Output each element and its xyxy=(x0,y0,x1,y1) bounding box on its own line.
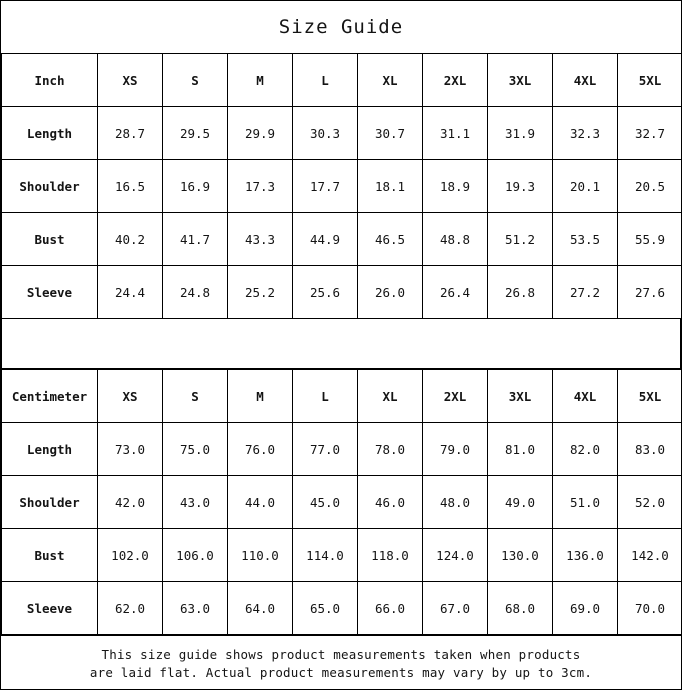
cell-value: 114.0 xyxy=(293,529,358,582)
size-header-3xl: 3XL xyxy=(488,370,553,423)
cell-value: 77.0 xyxy=(293,423,358,476)
unit-label: Inch xyxy=(2,54,98,107)
row-label-sleeve: Sleeve xyxy=(2,266,98,319)
cell-value: 30.3 xyxy=(293,107,358,160)
cell-value: 130.0 xyxy=(488,529,553,582)
size-header-m: M xyxy=(228,370,293,423)
cell-value: 81.0 xyxy=(488,423,553,476)
size-header-3xl: 3XL xyxy=(488,54,553,107)
page-title: Size Guide xyxy=(1,1,681,53)
cell-value: 110.0 xyxy=(228,529,293,582)
row-label-bust: Bust xyxy=(2,213,98,266)
size-header-xl: XL xyxy=(358,54,423,107)
cell-value: 51.2 xyxy=(488,213,553,266)
size-header-2xl: 2XL xyxy=(423,370,488,423)
cell-value: 26.8 xyxy=(488,266,553,319)
cell-value: 142.0 xyxy=(618,529,682,582)
table-row xyxy=(2,107,682,160)
cell-value: 46.0 xyxy=(358,476,423,529)
size-header-xs: XS xyxy=(98,370,163,423)
table-row xyxy=(2,213,682,266)
cell-value: 76.0 xyxy=(228,423,293,476)
cell-value: 70.0 xyxy=(618,582,682,635)
cell-value: 40.2 xyxy=(98,213,163,266)
cell-value: 18.9 xyxy=(423,160,488,213)
size-header-5xl: 5XL xyxy=(618,370,682,423)
table-row xyxy=(2,160,682,213)
cell-value: 51.0 xyxy=(553,476,618,529)
cell-value: 18.1 xyxy=(358,160,423,213)
cell-value: 16.5 xyxy=(98,160,163,213)
cell-value: 44.9 xyxy=(293,213,358,266)
cell-value: 52.0 xyxy=(618,476,682,529)
row-label-shoulder: Shoulder xyxy=(2,476,98,529)
cell-value: 45.0 xyxy=(293,476,358,529)
cell-value: 66.0 xyxy=(358,582,423,635)
size-header-4xl: 4XL xyxy=(553,370,618,423)
row-label-sleeve: Sleeve xyxy=(2,582,98,635)
cell-value: 43.0 xyxy=(163,476,228,529)
cell-value: 27.6 xyxy=(618,266,682,319)
cell-value: 31.1 xyxy=(423,107,488,160)
cell-value: 25.2 xyxy=(228,266,293,319)
cell-value: 63.0 xyxy=(163,582,228,635)
cell-value: 26.0 xyxy=(358,266,423,319)
cell-value: 20.5 xyxy=(618,160,682,213)
row-label-bust: Bust xyxy=(2,529,98,582)
cell-value: 19.3 xyxy=(488,160,553,213)
size-header-xs: XS xyxy=(98,54,163,107)
size-header-s: S xyxy=(163,54,228,107)
cell-value: 67.0 xyxy=(423,582,488,635)
unit-label: Centimeter xyxy=(2,370,98,423)
cell-value: 30.7 xyxy=(358,107,423,160)
table-header-row xyxy=(2,370,682,423)
size-header-4xl: 4XL xyxy=(553,54,618,107)
cell-value: 44.0 xyxy=(228,476,293,529)
cell-value: 118.0 xyxy=(358,529,423,582)
table-separator xyxy=(1,319,681,369)
size-header-5xl: 5XL xyxy=(618,54,682,107)
row-label-shoulder: Shoulder xyxy=(2,160,98,213)
cell-value: 64.0 xyxy=(228,582,293,635)
row-label-length: Length xyxy=(2,423,98,476)
cell-value: 32.3 xyxy=(553,107,618,160)
cell-value: 32.7 xyxy=(618,107,682,160)
row-label-length: Length xyxy=(2,107,98,160)
cell-value: 55.9 xyxy=(618,213,682,266)
note-line-1: This size guide shows product measurements taken when products xyxy=(102,646,581,664)
cell-value: 29.9 xyxy=(228,107,293,160)
size-header-l: L xyxy=(293,54,358,107)
cell-value: 41.7 xyxy=(163,213,228,266)
cell-value: 29.5 xyxy=(163,107,228,160)
table-row xyxy=(2,582,682,635)
cell-value: 136.0 xyxy=(553,529,618,582)
cell-value: 65.0 xyxy=(293,582,358,635)
table-header-row xyxy=(2,54,682,107)
centimeter-size-table xyxy=(1,369,682,635)
cell-value: 79.0 xyxy=(423,423,488,476)
cell-value: 69.0 xyxy=(553,582,618,635)
cell-value: 20.1 xyxy=(553,160,618,213)
cell-value: 78.0 xyxy=(358,423,423,476)
cell-value: 17.7 xyxy=(293,160,358,213)
cell-value: 46.5 xyxy=(358,213,423,266)
cell-value: 82.0 xyxy=(553,423,618,476)
cell-value: 48.0 xyxy=(423,476,488,529)
cell-value: 24.4 xyxy=(98,266,163,319)
cell-value: 68.0 xyxy=(488,582,553,635)
size-header-s: S xyxy=(163,370,228,423)
cell-value: 75.0 xyxy=(163,423,228,476)
cell-value: 53.5 xyxy=(553,213,618,266)
cell-value: 24.8 xyxy=(163,266,228,319)
cell-value: 31.9 xyxy=(488,107,553,160)
cell-value: 49.0 xyxy=(488,476,553,529)
cell-value: 17.3 xyxy=(228,160,293,213)
cell-value: 42.0 xyxy=(98,476,163,529)
centimeter-table-wrapper xyxy=(1,369,681,635)
table-row xyxy=(2,529,682,582)
size-guide-note xyxy=(1,635,681,691)
table-row xyxy=(2,476,682,529)
cell-value: 124.0 xyxy=(423,529,488,582)
cell-value: 27.2 xyxy=(553,266,618,319)
inch-size-table xyxy=(1,53,682,319)
cell-value: 102.0 xyxy=(98,529,163,582)
size-header-l: L xyxy=(293,370,358,423)
inch-table-wrapper xyxy=(1,53,681,319)
size-header-2xl: 2XL xyxy=(423,54,488,107)
cell-value: 25.6 xyxy=(293,266,358,319)
cell-value: 83.0 xyxy=(618,423,682,476)
table-row xyxy=(2,423,682,476)
cell-value: 106.0 xyxy=(163,529,228,582)
cell-value: 26.4 xyxy=(423,266,488,319)
size-header-xl: XL xyxy=(358,370,423,423)
table-row xyxy=(2,266,682,319)
cell-value: 43.3 xyxy=(228,213,293,266)
note-line-2: are laid flat. Actual product measurements may vary by up to 3cm. xyxy=(90,664,592,682)
size-header-m: M xyxy=(228,54,293,107)
cell-value: 16.9 xyxy=(163,160,228,213)
cell-value: 28.7 xyxy=(98,107,163,160)
cell-value: 73.0 xyxy=(98,423,163,476)
cell-value: 62.0 xyxy=(98,582,163,635)
cell-value: 48.8 xyxy=(423,213,488,266)
